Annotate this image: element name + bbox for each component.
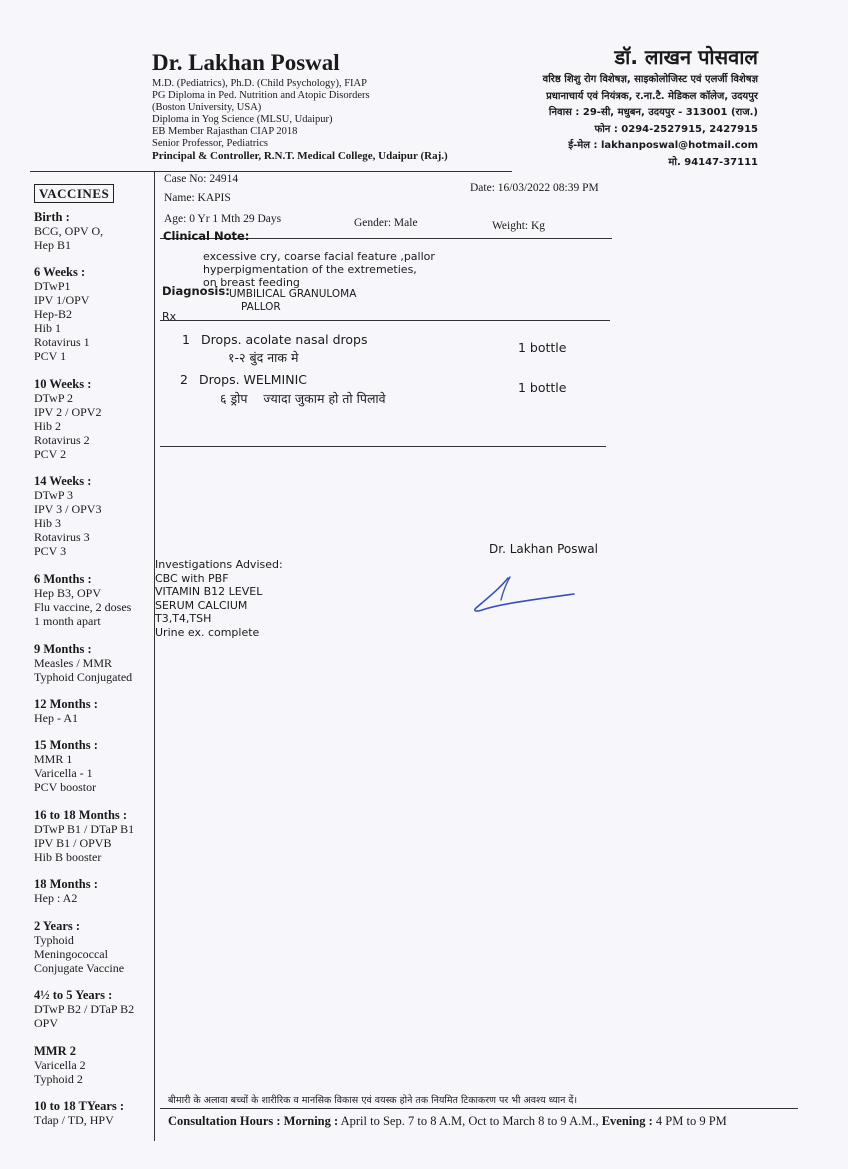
vaccine-group-heading: 9 Months : xyxy=(34,642,92,656)
signature-name: Dr. Lakhan Poswal xyxy=(489,542,598,556)
sidebar-top-rule xyxy=(30,171,154,172)
clinical-note-text xyxy=(203,250,435,289)
vaccine-item: Hep : A2 xyxy=(34,891,78,905)
phone-line: फोन : 0294-2527915, 2427915 xyxy=(594,123,758,135)
morning-hours: April to Sep. 7 to 8 A.M, Oct to March 8 to 9 A.M., xyxy=(340,1114,599,1128)
diagnosis-line: UMBILICAL GRANULOMA xyxy=(229,288,357,300)
footer-note-hindi: बीमारी के अलावा बच्चों के शारीरिक व मानसिक विकास एवं वयस्क होने तक नियमित टिकाकरण पर भी अवश्य ध्यान दें। xyxy=(168,1095,578,1106)
vaccine-item: 1 month apart xyxy=(34,614,101,628)
vaccine-group xyxy=(34,265,90,363)
clinical-note-label: Clinical Note: xyxy=(163,229,250,243)
vaccine-item: Hib 1 xyxy=(34,321,61,335)
doctor-name-english: Dr. Lakhan Poswal xyxy=(152,50,340,75)
vaccine-item: Flu vaccine, 2 doses xyxy=(34,600,132,614)
vaccine-item: MMR 1 xyxy=(34,752,73,766)
vaccine-group xyxy=(34,1099,124,1127)
rx-item-2-quantity: 1 bottle xyxy=(518,380,567,395)
vaccine-item: DTwP 2 xyxy=(34,391,74,405)
vaccine-group xyxy=(34,877,98,905)
vaccine-item: OPV xyxy=(34,1016,59,1030)
vaccine-item: Typhoid Conjugated xyxy=(34,670,133,684)
vaccine-item: Measles / MMR xyxy=(34,656,112,670)
vaccine-group xyxy=(34,642,132,684)
qual-line: Diploma in Yog Science (MLSU, Udaipur) xyxy=(152,114,333,125)
vaccine-item: PCV boostor xyxy=(34,780,97,794)
vaccine-item: PCV 2 xyxy=(34,447,67,461)
patient-weight: Weight: Kg xyxy=(492,220,546,232)
vaccine-item: Hib 3 xyxy=(34,516,61,530)
consultation-hours xyxy=(168,1114,727,1129)
qual-line: M.D. (Pediatrics), Ph.D. (Child Psychology), FIAP xyxy=(152,78,367,89)
doctor-qualifications-hindi xyxy=(543,72,758,171)
investigations-label: Investigations Advised: xyxy=(155,558,283,571)
vaccine-item: Hib 2 xyxy=(34,419,61,433)
vaccine-group xyxy=(34,474,101,558)
vaccine-item: DTwP1 xyxy=(34,279,71,293)
vaccine-item: Rotavirus 1 xyxy=(34,335,90,349)
qual-line: EB Member Rajasthan CIAP 2018 xyxy=(152,126,298,137)
vaccines-title: VACCINES xyxy=(34,184,114,203)
vaccine-item: Rotavirus 3 xyxy=(34,530,90,544)
vaccine-item: Varicella 2 xyxy=(34,1058,86,1072)
qual-line: Senior Professor, Pediatrics xyxy=(152,138,268,149)
vaccine-group-heading: 2 Years : xyxy=(34,919,81,933)
vaccine-item: DTwP B1 / DTaP B1 xyxy=(34,822,135,836)
vaccine-group-heading: MMR 2 xyxy=(34,1044,76,1058)
vaccine-group-heading: 18 Months : xyxy=(34,877,98,891)
header-rule xyxy=(152,171,512,172)
rx-label: Rx xyxy=(162,310,177,323)
vaccine-item: IPV B1 / OPVB xyxy=(34,836,112,850)
signature-mark xyxy=(470,574,580,616)
vaccine-item: Hep B3, OPV xyxy=(34,586,102,600)
investigation-item: VITAMIN B12 LEVEL xyxy=(155,585,263,598)
investigation-item: CBC with PBF xyxy=(155,571,229,585)
rx-item-1-instruction: १-२ बुंद नाक मे xyxy=(228,350,299,365)
vaccine-group-heading: Birth : xyxy=(34,210,70,224)
vaccine-group xyxy=(34,697,98,725)
investigation-item: Urine ex. complete xyxy=(155,625,260,639)
vaccine-group-heading: 6 Months : xyxy=(34,572,92,586)
vaccine-item: Hep B1 xyxy=(34,238,71,252)
sidebar-divider xyxy=(154,171,155,1141)
rx-end-rule xyxy=(160,446,606,447)
investigations-section xyxy=(155,558,283,639)
clinical-note-line: on breast feeding xyxy=(203,276,300,289)
footer-rule xyxy=(160,1108,798,1109)
vaccine-item: Hib B booster xyxy=(34,850,102,864)
rx-rule xyxy=(160,320,610,321)
vaccine-group xyxy=(34,1044,86,1086)
vaccine-group xyxy=(34,919,124,975)
vaccine-item: Varicella - 1 xyxy=(34,766,93,780)
vaccine-group-heading: 12 Months : xyxy=(34,697,98,711)
qual-line: (Boston University, USA) xyxy=(152,102,262,113)
visit-date: Date: 16/03/2022 08:39 PM xyxy=(470,182,599,194)
doctor-qualifications-english xyxy=(152,78,448,162)
clinical-note-line: hyperpigmentation of the extremeties, xyxy=(203,263,417,276)
vaccine-group xyxy=(34,738,98,794)
qual-hi-line: निवास : 29-सी, मधुबन, उदयपुर - 313001 (राज.) xyxy=(548,107,758,118)
vaccine-item: Meningococcal xyxy=(34,947,108,961)
vaccine-item: Rotavirus 2 xyxy=(34,433,90,447)
evening-hours: 4 PM to 9 PM xyxy=(655,1114,727,1128)
qual-hi-line: प्रधानाचार्य एवं नियंत्रक, र.ना.टै. मेडिकल कॉलेज, उदयपुर xyxy=(546,90,758,102)
vaccine-group-heading: 10 to 18 TYears : xyxy=(34,1099,125,1113)
investigation-item: T3,T4,TSH xyxy=(155,612,212,625)
vaccine-item: BCG, OPV O, xyxy=(34,224,104,238)
rx-item-2-instruction: ६ ड्रोप ज्यादा जुकाम हो तो पिलावे xyxy=(220,391,386,406)
investigation-item: SERUM CALCIUM xyxy=(155,598,248,612)
vaccine-group-heading: 10 Weeks : xyxy=(34,377,92,391)
patient-age: Age: 0 Yr 1 Mth 29 Days xyxy=(164,213,282,225)
vaccine-item: Hep-B2 xyxy=(34,307,72,321)
vaccine-item: Conjugate Vaccine xyxy=(34,961,125,975)
patient-name: Name: KAPIS xyxy=(164,192,231,204)
case-number: Case No: 24914 xyxy=(164,173,239,185)
vaccine-group-heading: 16 to 18 Months : xyxy=(34,808,128,822)
qual-line-principal: Principal & Controller, R.N.T. Medical College, Udaipur (Raj.) xyxy=(152,150,448,162)
doctor-name-hindi: डॉ. लाखन पोसवाल xyxy=(614,45,758,69)
mobile-line: मो. 94147-37111 xyxy=(668,156,758,168)
vaccine-item: Typhoid 2 xyxy=(34,1072,83,1086)
vaccine-item: PCV 1 xyxy=(34,349,67,363)
diagnosis-line: PALLOR xyxy=(241,300,281,313)
vaccine-item: Tdap / TD, HPV xyxy=(34,1113,114,1127)
vaccine-item: DTwP 3 xyxy=(34,488,74,502)
rx-item-1-number: 1 xyxy=(182,332,190,347)
vaccine-item: DTwP B2 / DTaP B2 xyxy=(34,1002,135,1016)
rx-item-1-drug: Drops. acolate nasal drops xyxy=(201,332,368,347)
vaccine-group xyxy=(34,808,134,864)
email-line: ई-मेल : lakhanposwal@hotmail.com xyxy=(568,140,758,151)
vaccine-group xyxy=(34,572,131,628)
clinical-note-line: excessive cry, coarse facial feature ,pallor xyxy=(203,250,435,263)
diagnosis-text xyxy=(229,288,356,313)
rx-item-2-drug: Drops. WELMINIC xyxy=(199,372,307,387)
vaccine-item: Typhoid xyxy=(34,933,74,947)
qual-hi-line: वरिष्ठ शिशु रोग विशेषज्ञ, साइकोलोजिस्ट एवं एलर्जी विशेषज्ञ xyxy=(542,74,758,85)
evening-label: Evening : xyxy=(601,1114,653,1128)
diagnosis-label: Diagnosis: xyxy=(162,284,230,298)
vaccine-group-heading: 6 Weeks : xyxy=(34,265,86,279)
patient-gender: Gender: Male xyxy=(354,217,418,229)
vaccine-item: IPV 1/OPV xyxy=(34,293,90,307)
vaccine-item: PCV 3 xyxy=(34,544,67,558)
vaccine-item: Hep - A1 xyxy=(34,711,78,725)
rx-item-1-quantity: 1 bottle xyxy=(518,340,567,355)
vaccine-group xyxy=(34,210,103,252)
vaccine-group-heading: 4½ to 5 Years : xyxy=(34,988,113,1002)
qual-line: PG Diploma in Ped. Nutrition and Atopic Disorders xyxy=(152,90,370,101)
rx-item-2-number: 2 xyxy=(180,372,188,387)
vaccine-group xyxy=(34,377,101,461)
vaccine-item: IPV 2 / OPV2 xyxy=(34,405,102,419)
vaccine-group-heading: 15 Months : xyxy=(34,738,98,752)
vaccine-item: IPV 3 / OPV3 xyxy=(34,502,102,516)
morning-label: Morning : xyxy=(283,1114,339,1128)
vaccine-group-heading: 14 Weeks : xyxy=(34,474,92,488)
vaccine-group xyxy=(34,988,134,1030)
hours-label: Consultation Hours : xyxy=(168,1114,281,1128)
